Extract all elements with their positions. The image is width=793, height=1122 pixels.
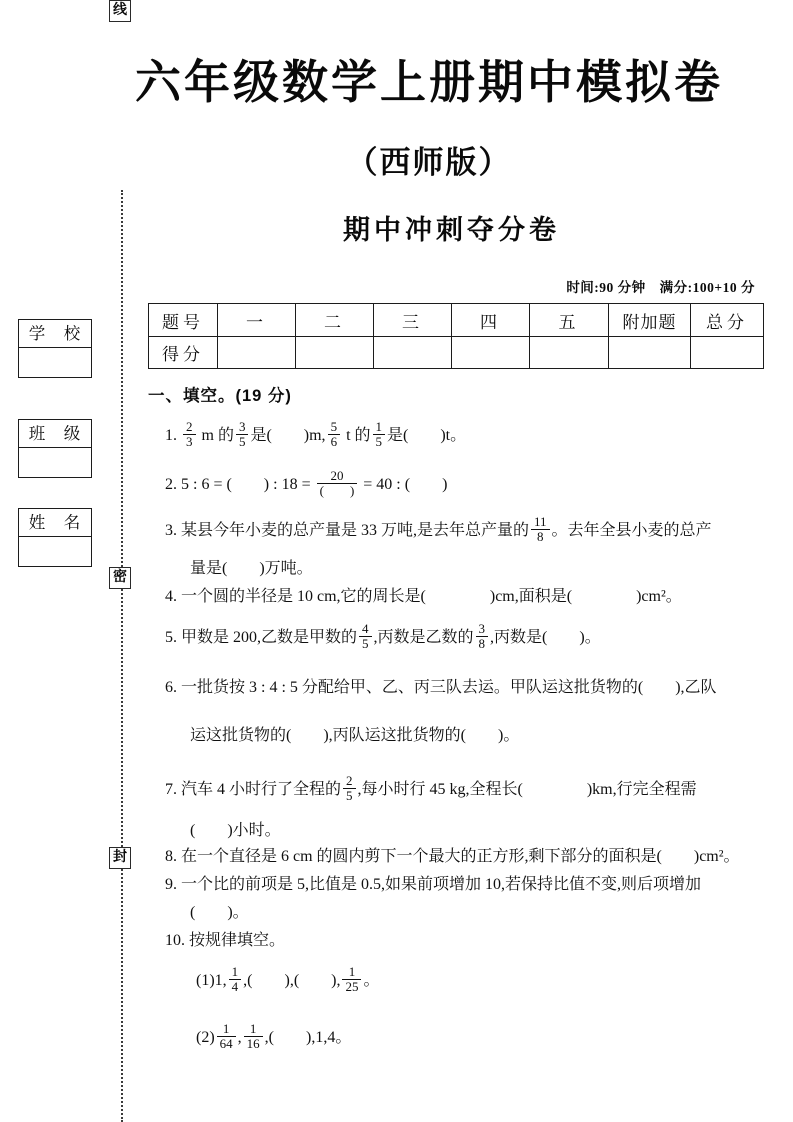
class-field-label: 班 级	[19, 420, 91, 448]
fraction-numerator: 5	[330, 418, 338, 434]
name-field-blank[interactable]	[19, 537, 91, 566]
question-line	[148, 584, 778, 610]
question-line	[148, 675, 778, 701]
fraction-numerator: 1	[249, 1020, 257, 1036]
fraction	[183, 420, 196, 449]
paper-section-title: 期中冲刺夺分卷	[343, 215, 560, 245]
fraction-numerator: 20	[330, 467, 344, 483]
fraction-denominator: 25	[342, 979, 361, 994]
score-table	[148, 303, 764, 369]
question-text: ( )小时。	[190, 822, 281, 839]
score-cell[interactable]	[691, 337, 764, 369]
score-cell[interactable]	[218, 337, 296, 369]
school-field-blank[interactable]	[19, 348, 91, 377]
question-text: 9. 一个比的前项是 5,比值是 0.5,如果前项增加 10,若保持比值不变,则后项增加	[165, 876, 702, 893]
score-table-score-row	[149, 337, 764, 369]
score-table-header-cell: 二	[296, 304, 374, 337]
fraction-denominator: 5	[373, 434, 386, 449]
fraction-numerator: 1	[222, 1020, 230, 1036]
question-line	[148, 872, 778, 898]
school-field-box	[18, 319, 92, 378]
fraction-denominator: 8	[531, 529, 550, 544]
question-text: 7. 汽车 4 小时行了全程的	[165, 781, 342, 798]
section-one-heading: 一、填空。(19 分)	[148, 387, 292, 405]
fraction-numerator: 2	[346, 772, 353, 788]
question-text: 量是( )万吨。	[190, 560, 313, 577]
time-score-meta: 时间:90 分钟 满分:100+10 分	[566, 280, 755, 295]
question-text: ,( ),1,4。	[264, 1029, 352, 1046]
seal-char-xian: 线	[109, 0, 131, 22]
fraction	[244, 1022, 263, 1051]
question-line	[148, 462, 778, 508]
page-title: 六年级数学上册期中模拟卷	[135, 57, 723, 108]
question-line	[148, 615, 778, 661]
name-field-box	[18, 508, 92, 567]
fraction-numerator: 1	[231, 963, 239, 979]
fraction-denominator: 5	[343, 788, 356, 803]
score-table-header-cell: 五	[530, 304, 609, 337]
question-line	[148, 818, 778, 844]
question-text: ,丙数是乙数的	[373, 629, 474, 646]
score-table-header-cell: 题号	[149, 304, 218, 337]
fraction-denominator: 5	[359, 636, 372, 651]
question-line	[148, 900, 778, 926]
seal-char-feng: 封	[109, 847, 131, 869]
question-text: 运这批货物的( ),丙队运这批货物的( )。	[190, 727, 520, 744]
main-content	[148, 385, 778, 1061]
question-text: 是( )t。	[387, 427, 467, 444]
score-table-header-row	[149, 304, 764, 337]
question-text: (1)1,	[196, 972, 227, 989]
question-text: ( )。	[190, 904, 249, 921]
score-cell[interactable]	[530, 337, 609, 369]
fraction	[476, 622, 489, 651]
question-text: 2. 5 : 6 = ( ) : 18 =	[165, 476, 315, 493]
question-line	[148, 413, 778, 459]
seal-dotted-line	[121, 190, 123, 1122]
question-line	[148, 723, 778, 749]
question-text: ,	[237, 1029, 242, 1046]
fraction-numerator: 2	[186, 418, 193, 434]
fraction-denominator: 16	[244, 1036, 263, 1051]
score-table-header-cell: 四	[452, 304, 530, 337]
question-text: 8. 在一个直径是 6 cm 的圆内剪下一个最大的正方形,剩下部分的面积是( )cm²。	[165, 848, 740, 865]
header	[65, 58, 793, 182]
question-text: ,( ),( ),	[243, 972, 341, 989]
fraction-numerator: 3	[478, 620, 486, 636]
question-text: (2)	[196, 1029, 215, 1046]
name-field-label: 姓 名	[19, 509, 91, 537]
fraction-numerator: 1	[375, 418, 383, 434]
fraction	[359, 622, 372, 651]
fraction	[373, 420, 386, 449]
fraction-denominator: 6	[328, 434, 341, 449]
fraction-numerator: 4	[362, 620, 369, 636]
question-line	[148, 508, 778, 554]
question-text: 3. 某县今年小麦的总产量是 33 万吨,是去年总产量的	[165, 522, 530, 539]
score-cell[interactable]	[452, 337, 530, 369]
fraction-denominator: 64	[217, 1036, 236, 1051]
score-table-header-cell: 一	[218, 304, 296, 337]
question-text: 10. 按规律填空。	[165, 932, 286, 949]
fraction	[343, 774, 356, 803]
score-cell[interactable]	[609, 337, 691, 369]
question-list	[148, 413, 778, 1061]
class-field-box	[18, 419, 92, 478]
question-text: m 的	[197, 427, 234, 444]
fraction	[328, 420, 341, 449]
question-text: 6. 一批货按 3 : 4 : 5 分配给甲、乙、丙三队去运。甲队运这批货物的( ),乙队	[165, 679, 717, 696]
score-table-header-cell: 附加题	[609, 304, 691, 337]
question-text: 1.	[165, 427, 181, 444]
question-text: t 的	[342, 427, 371, 444]
fraction-denominator: 3	[183, 434, 196, 449]
score-cell[interactable]	[374, 337, 452, 369]
score-cell[interactable]	[296, 337, 374, 369]
question-text: = 40 : ( )	[359, 476, 448, 493]
question-line	[148, 1015, 778, 1061]
fraction-numerator: 11	[534, 513, 547, 529]
fraction	[236, 420, 249, 449]
fraction	[229, 965, 242, 994]
fraction	[217, 1022, 236, 1051]
fraction	[317, 469, 358, 498]
class-field-blank[interactable]	[19, 448, 91, 477]
school-field-label: 学 校	[19, 320, 91, 348]
page-subtitle: （西师版）	[346, 144, 512, 180]
question-line	[148, 844, 778, 870]
question-line	[148, 556, 778, 582]
fraction-denominator: ( )	[317, 483, 358, 498]
fraction-denominator: 8	[476, 636, 489, 651]
question-line	[148, 767, 778, 813]
question-text: 4. 一个圆的半径是 10 cm,它的周长是( )cm,面积是( )cm²。	[165, 588, 682, 605]
fraction-numerator: 3	[238, 418, 246, 434]
fraction	[342, 965, 361, 994]
fraction-denominator: 4	[229, 979, 242, 994]
question-text: 5. 甲数是 200,乙数是甲数的	[165, 629, 358, 646]
question-text: 。	[363, 972, 380, 989]
question-line	[148, 958, 778, 1004]
fraction-numerator: 1	[348, 963, 356, 979]
question-text: ,每小时行 45 kg,全程长( )km,行完全程需	[357, 781, 697, 798]
question-text: 。去年全县小麦的总产	[551, 522, 712, 539]
question-text: 是( )m,	[250, 427, 326, 444]
score-row-label: 得分	[149, 337, 218, 369]
score-table-header-cell: 总分	[691, 304, 764, 337]
fraction-denominator: 5	[236, 434, 249, 449]
question-text: ,丙数是( )。	[490, 629, 601, 646]
fraction	[531, 515, 550, 544]
question-line	[148, 928, 778, 954]
score-table-header-cell: 三	[374, 304, 452, 337]
seal-char-mi: 密	[109, 567, 131, 589]
